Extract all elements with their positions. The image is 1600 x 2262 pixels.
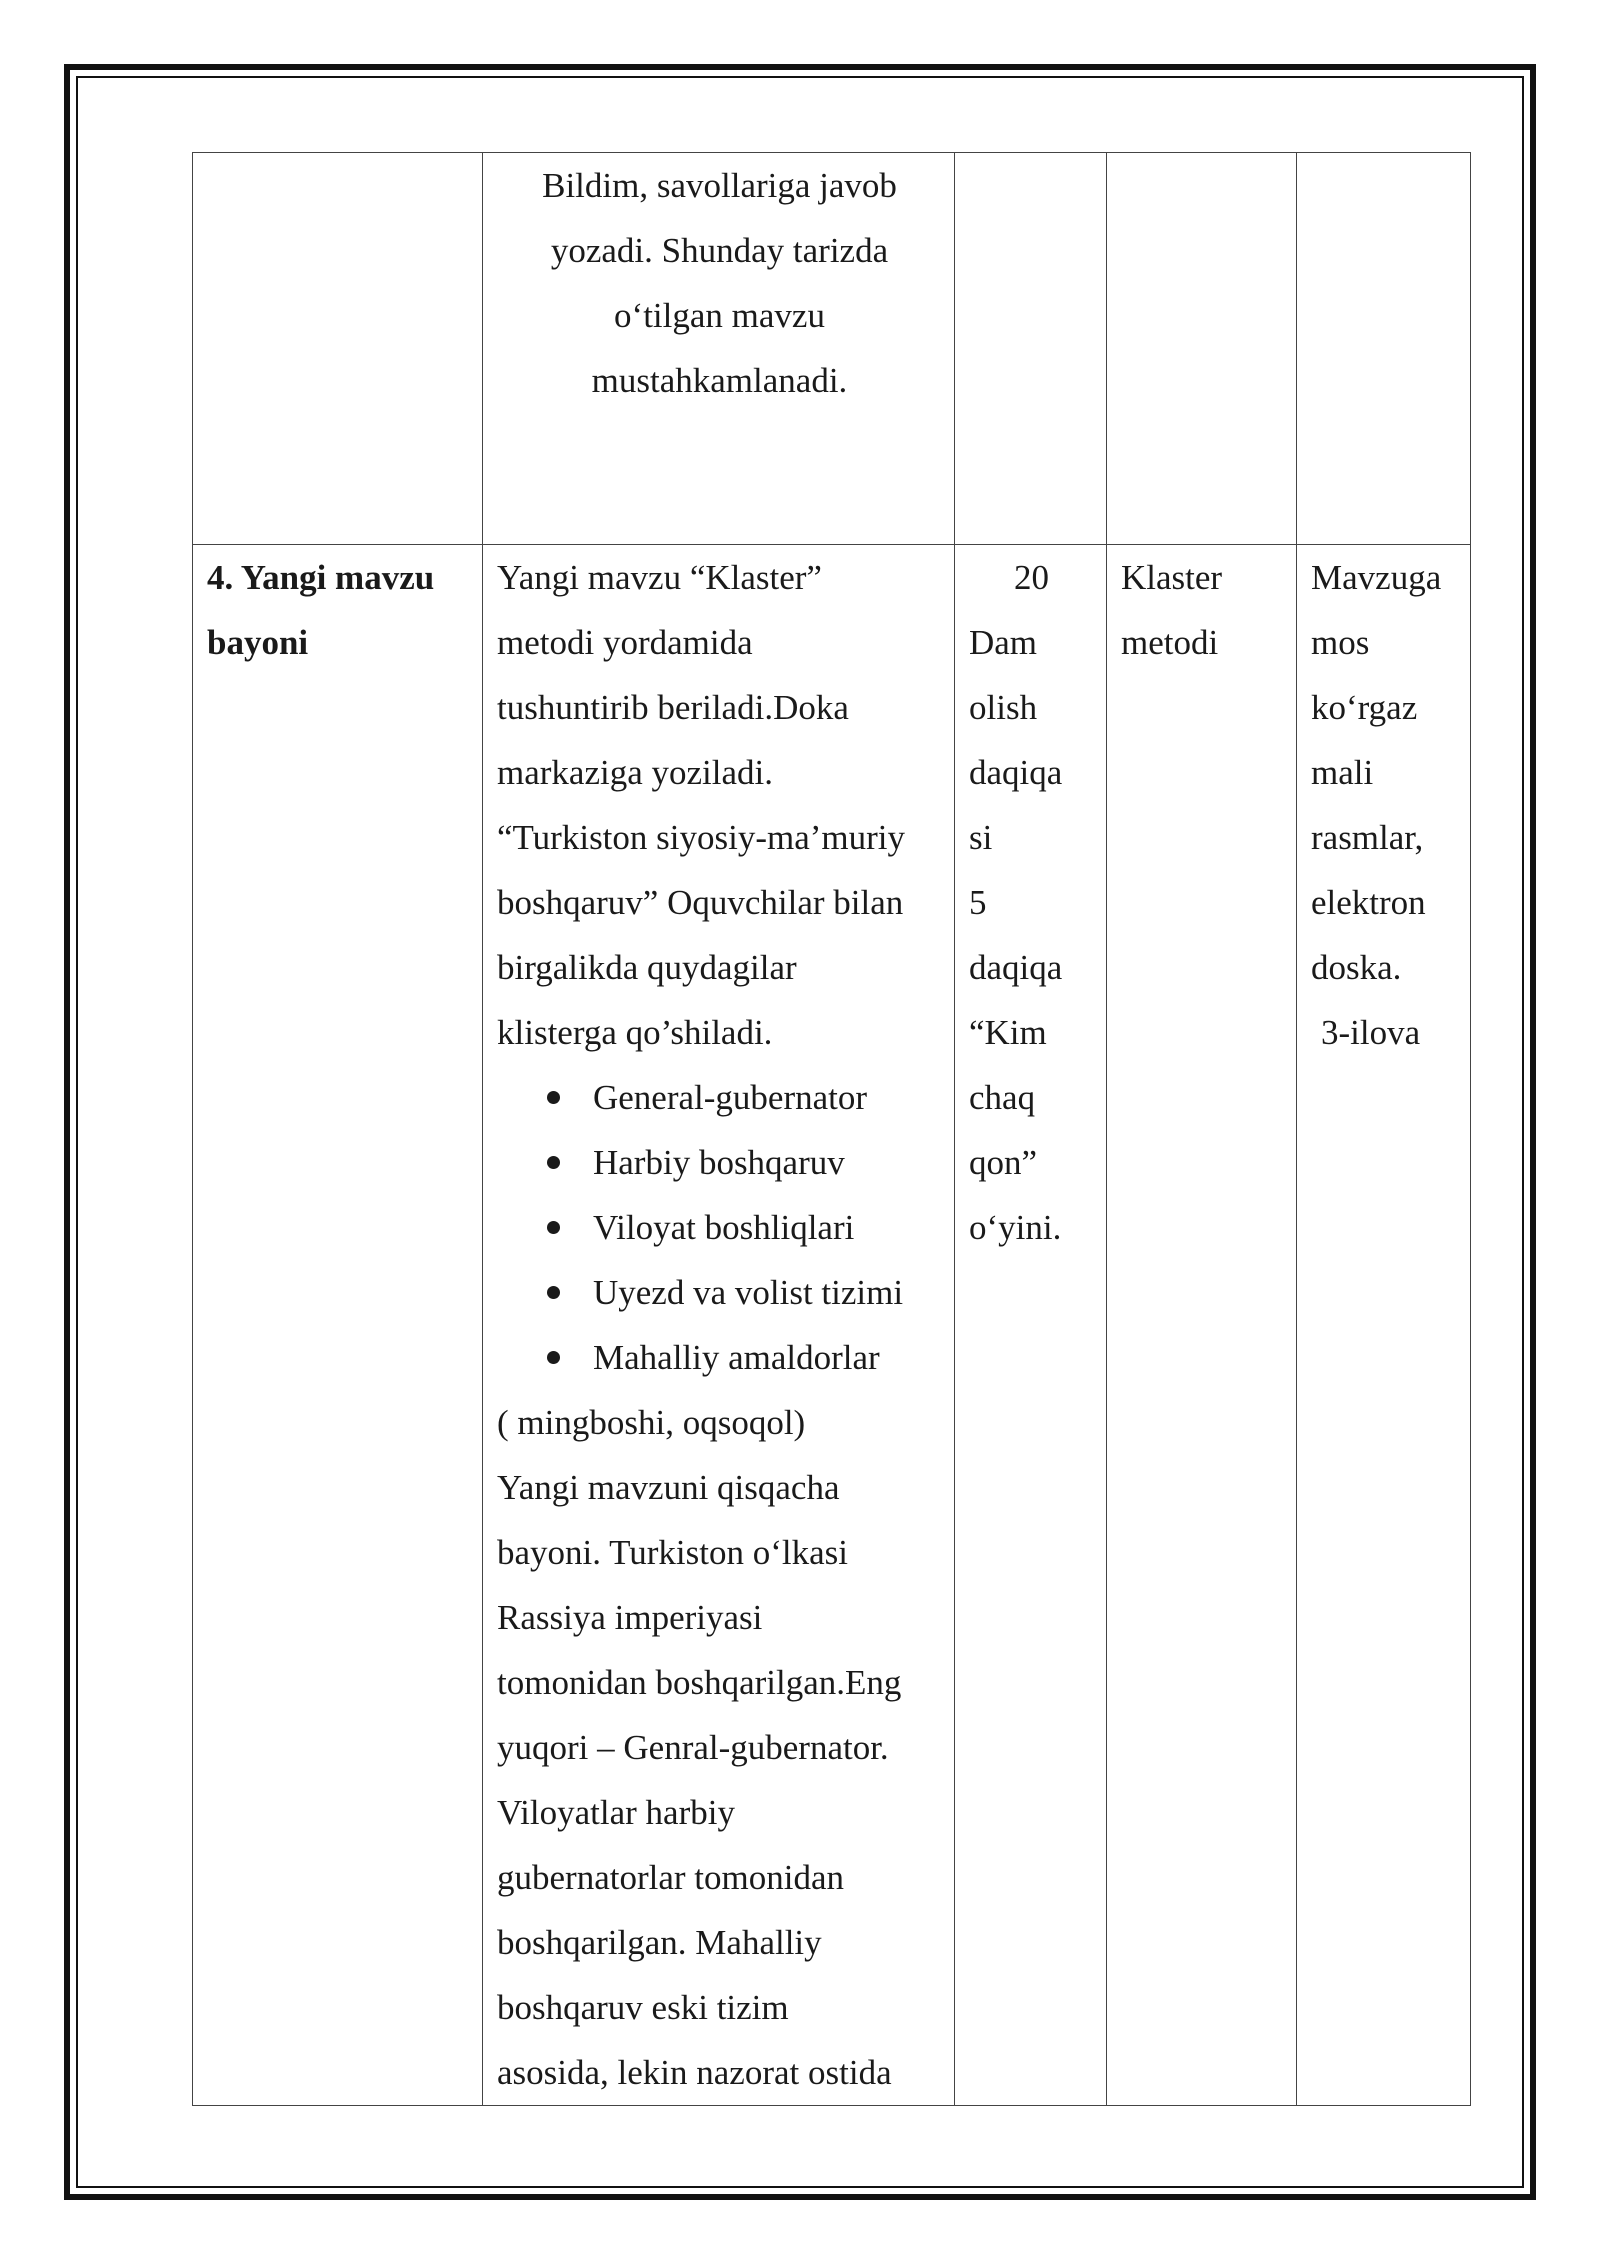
materials-line: 3-ilova xyxy=(1321,1013,1421,1052)
materials-line: rasmlar, xyxy=(1311,818,1424,857)
materials-line: ko‘rgaz xyxy=(1311,688,1418,727)
row2-method-cell xyxy=(1107,545,1297,2106)
row1-activity-cell xyxy=(483,153,955,545)
text-line: tushuntirib beriladi.Doka xyxy=(497,688,849,727)
bullet-text: Harbiy boshqaruv xyxy=(593,1143,845,1182)
text-line: mustahkamlanadi. xyxy=(591,361,848,400)
row2-stage-cell xyxy=(193,545,483,2106)
text-line: bayoni. Turkiston o‘lkasi xyxy=(497,1533,849,1572)
text-line: yuqori – Genral-gubernator. xyxy=(497,1728,889,1767)
text-line: ( mingboshi, oqsoqol) xyxy=(497,1403,806,1442)
row2-activity-cell xyxy=(483,545,955,2106)
table-row xyxy=(193,153,1471,545)
time-line: chaq xyxy=(969,1078,1036,1117)
text-line: Yangi mavzu “Klaster” xyxy=(497,558,822,597)
text-line: metodi yordamida xyxy=(497,623,753,662)
row1-stage-cell xyxy=(193,153,483,545)
text-line: Yangi mavzuni qisqacha xyxy=(497,1468,840,1507)
text-line: asosida, lekin nazorat ostida xyxy=(497,2053,892,2092)
text-line: boshqaruv eski tizim xyxy=(497,1988,789,2027)
time-line: Dam xyxy=(969,623,1038,662)
bullet-item xyxy=(497,1130,942,1195)
time-line: o‘yini. xyxy=(969,1208,1062,1247)
lesson-plan-table xyxy=(192,152,1471,2106)
text-line: o‘tilgan mavzu xyxy=(614,296,825,335)
text-line: gubernatorlar tomonidan xyxy=(497,1858,844,1897)
text-line: boshqarilgan. Mahalliy xyxy=(497,1923,822,1962)
text-line: boshqaruv” Oquvchilar bilan xyxy=(497,883,904,922)
text-line: Rassiya imperiyasi xyxy=(497,1598,763,1637)
time-line: “Kim xyxy=(969,1013,1047,1052)
text-line: Bildim, savollariga javob xyxy=(542,166,897,205)
time-line: 20 xyxy=(1014,558,1049,597)
bullet-item xyxy=(497,1325,942,1390)
text-line: klisterga qo’shiladi. xyxy=(497,1013,773,1052)
time-line: si xyxy=(969,818,993,857)
bullet-text: General-gubernator xyxy=(593,1078,868,1117)
bullet-text: Mahalliy amaldorlar xyxy=(593,1338,880,1377)
time-line: 5 xyxy=(969,883,987,922)
bullet-dot-icon xyxy=(547,1156,560,1169)
text-line: markaziga yoziladi. xyxy=(497,753,773,792)
bullet-dot-icon xyxy=(547,1091,560,1104)
stage-title-line: 4. Yangi mavzu xyxy=(207,558,435,597)
time-line: daqiqa xyxy=(969,753,1063,792)
row1-method-cell xyxy=(1107,153,1297,545)
time-line: daqiqa xyxy=(969,948,1063,987)
materials-line: mali xyxy=(1311,753,1374,792)
row2-materials-cell xyxy=(1297,545,1471,2106)
bullet-item xyxy=(497,1065,942,1130)
row1-materials-cell xyxy=(1297,153,1471,545)
stage-title-line: bayoni xyxy=(207,623,309,662)
method-line: Klaster xyxy=(1121,558,1223,597)
bullet-item xyxy=(497,1195,942,1260)
bullet-dot-icon xyxy=(547,1286,560,1299)
text-line: “Turkiston siyosiy-ma’muriy xyxy=(497,818,906,857)
table-row xyxy=(193,545,1471,2106)
materials-line: doska. xyxy=(1311,948,1402,987)
bullet-dot-icon xyxy=(547,1221,560,1234)
bullet-item xyxy=(497,1260,942,1325)
text-line: yozadi. Shunday tarizda xyxy=(550,231,889,270)
bullet-text: Viloyat boshliqlari xyxy=(593,1208,855,1247)
method-line: metodi xyxy=(1121,623,1219,662)
bullet-text: Uyezd va volist tizimi xyxy=(593,1273,904,1312)
text-line: tomonidan boshqarilgan.Eng xyxy=(497,1663,902,1702)
materials-line: elektron xyxy=(1311,883,1426,922)
text-line: Viloyatlar harbiy xyxy=(497,1793,735,1832)
row1-time-cell xyxy=(955,153,1107,545)
materials-line: mos xyxy=(1311,623,1370,662)
materials-line: Mavzuga xyxy=(1311,558,1442,597)
time-line: olish xyxy=(969,688,1038,727)
bullet-dot-icon xyxy=(547,1351,560,1364)
text-line: birgalikda quydagilar xyxy=(497,948,797,987)
row2-time-cell xyxy=(955,545,1107,2106)
time-line: qon” xyxy=(969,1143,1038,1182)
